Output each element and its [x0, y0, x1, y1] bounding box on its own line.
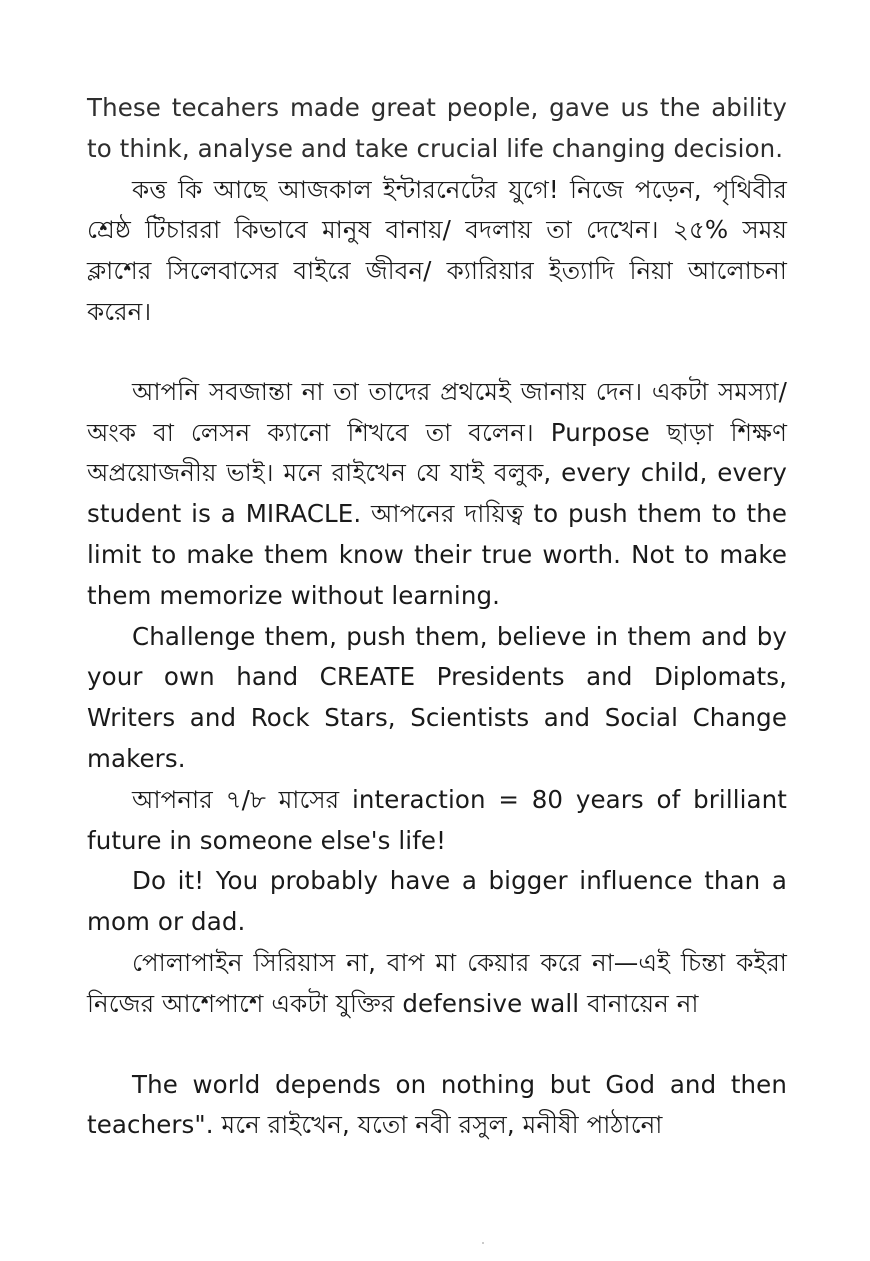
paragraph-defensive-wall: পোলাপাইন সিরিয়াস না, বাপ মা কেয়ার করে না—এই চিন্তা কইরা নিজের আশেপাশে একটা যুক্তির defensive wall বানায়েন না: [87, 947, 787, 1018]
paragraph-do-it: Do it! You probably have a bigger influence than a mom or dad.: [87, 866, 787, 937]
paragraph-gap: [87, 1025, 787, 1065]
paragraph-challenge-them: Challenge them, push them, believe in them and by your own hand CREATE Presidents and Diplomats, Writers and Rock Stars, Scientists and Social Change makers.: [87, 621, 787, 773]
paragraph-interaction: আপনার ৭/৮ মাসের interaction = 80 years of brilliant future in someone else's life!: [87, 784, 787, 855]
paragraph-world-depends: The world depends on nothing but God and then teachers". মনে রাইখেন, যতো নবী রসুল, মনীষী পাঠানো: [87, 1069, 787, 1140]
paragraph-purpose: আপনি সবজান্তা না তা তাদের প্রথমেই জানায় দেন। একটা সমস্যা/ অংক বা লেসন ক্যানো শিখবে তা বলেন। Purpose ছাড়া শিক্ষণ অপ্রয়োজনীয় ভাই। মনে রাইখেন যে যাই বলুক, every child, every student is a MIRACLE. আপনের দায়িত্ব to push them to the limit to make them know their true worth. Not to make them memorize without learning.: [87, 376, 787, 610]
paragraph-internet-age: কত্ত কি আছে আজকাল ইন্টারনেটের যুগে! নিজে পড়েন, পৃথিবীর শ্রেষ্ঠ টিচাররা কিভাবে মানুষ বানায়/ বদলায় তা দেখেন। ২৫% সময় ক্লাশের সিলেবাসের বাইরে জীবন/ ক্যারিয়ার ইত্যাদি নিয়া আলোচনা করেন।: [87, 174, 787, 326]
scan-speck: [482, 1242, 484, 1244]
body-text: [87, 88, 787, 1146]
paragraph-teachers-made-great-people: These tecahers made great people, gave us the ability to think, analyse and take crucial life changing decision.: [87, 93, 787, 163]
paragraph-gap: [87, 333, 787, 372]
